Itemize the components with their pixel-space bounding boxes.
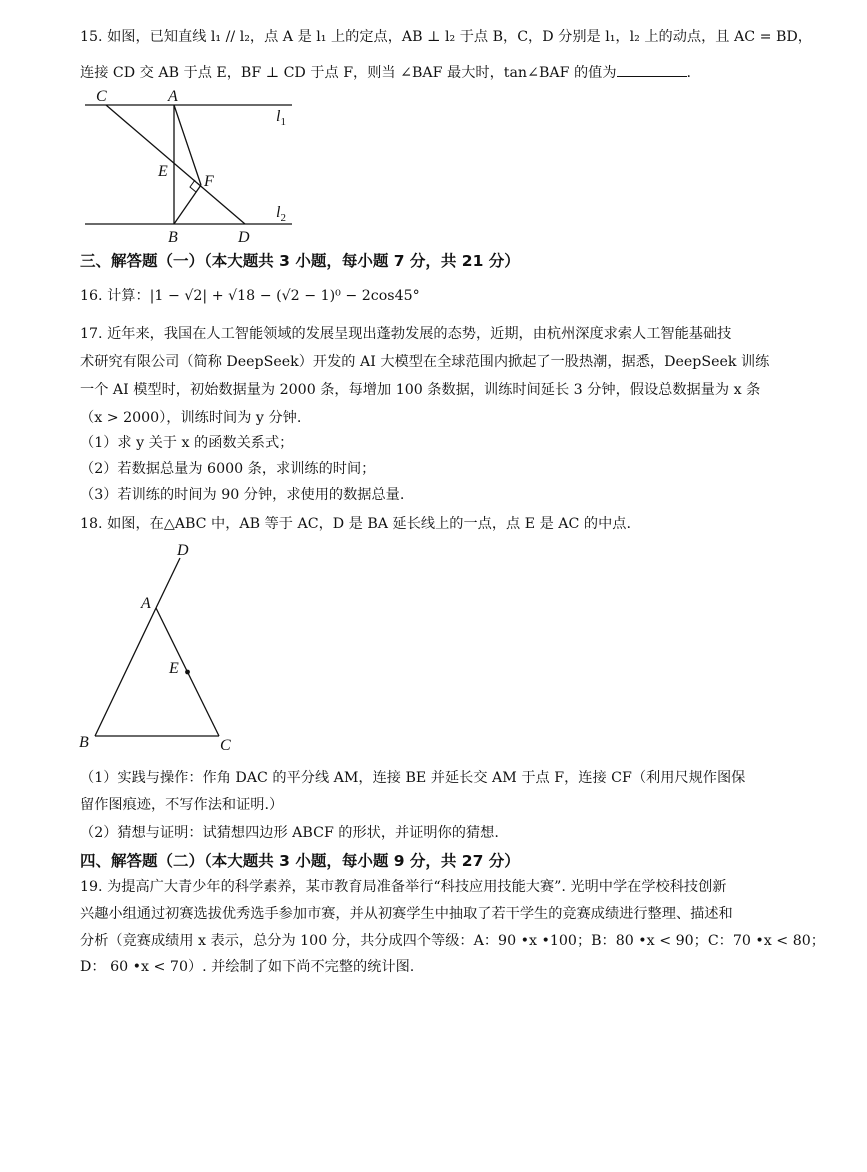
q18-sub2: （2）猜想与证明：试猜想四边形 ABCF 的形状，并证明你的猜想. bbox=[80, 825, 499, 841]
point-e bbox=[185, 670, 190, 675]
label-l2: $l_2$ bbox=[276, 204, 286, 224]
q15-figure bbox=[80, 84, 300, 244]
q19-line3: 分析（竞赛成绩用 x 表示，总分为 100 分，共分成四个等级：A：90 •x •100；B：80 •x < 90；C：70 •x < 80； bbox=[80, 933, 825, 949]
q17-line2: 术研究有限公司（简称 DeepSeek）开发的 AI 大模型在全球范围内掀起了一股热潮，据悉，DeepSeek 训练 bbox=[80, 354, 770, 370]
label-b: B bbox=[168, 229, 178, 244]
q19-line1: 19. 为提高广大青少年的科学素养，某市教育局准备举行“科技应用技能大赛”. 光明中学在学校科技创新 bbox=[80, 879, 727, 895]
label-l1: $l_1$ bbox=[276, 108, 286, 128]
segment-ab bbox=[95, 608, 156, 736]
q18-line1: 18. 如图，在△ABC 中，AB 等于 AC，D 是 BA 延长线上的一点，点 E 是 AC 的中点. bbox=[80, 516, 631, 532]
label-c: C bbox=[220, 737, 231, 754]
label-a: A bbox=[141, 595, 151, 612]
q17-line1: 17. 近年来，我国在人工智能领域的发展呈现出蓬勃发展的态势，近期，由杭州深度求索人工智能基础技 bbox=[80, 326, 732, 342]
segment-ad bbox=[156, 558, 180, 608]
label-e: E bbox=[158, 163, 168, 180]
segment-cd bbox=[106, 105, 245, 224]
segment-af bbox=[174, 105, 201, 185]
section-3-heading: 三、解答题（一）（本大题共 3 小题，每小题 7 分，共 21 分） bbox=[80, 252, 520, 270]
section-4-heading: 四、解答题（二）（本大题共 3 小题，每小题 9 分，共 27 分） bbox=[80, 852, 520, 870]
q19-line4: D： 60 •x < 70）. 并绘制了如下尚不完整的统计图. bbox=[80, 959, 415, 975]
q16-text: 16. 计算：|1 − √2| + √18 − (√2 − 1)⁰ − 2cos45° bbox=[80, 288, 420, 304]
q17-sub3: （3）若训练的时间为 90 分钟，求使用的数据总量. bbox=[80, 487, 405, 503]
q17-line3: 一个 AI 模型时，初始数据量为 2000 条，每增加 100 条数据，训练时间延长 3 分钟，假设总数据量为 x 条 bbox=[80, 382, 761, 398]
segment-bf bbox=[174, 185, 201, 224]
q15-line2-end: . bbox=[686, 65, 692, 81]
q17-line4: （x > 2000），训练时间为 y 分钟. bbox=[80, 410, 302, 426]
label-c: C bbox=[96, 88, 107, 105]
q17-sub2: （2）若数据总量为 6000 条，求训练的时间； bbox=[80, 461, 376, 477]
label-f: F bbox=[204, 173, 214, 190]
label-d: D bbox=[177, 542, 189, 559]
answer-blank bbox=[617, 62, 687, 77]
label-d: D bbox=[238, 229, 250, 244]
q15-line2-text: 连接 CD 交 AB 于点 E，BF ⊥ CD 于点 F，则当 ∠BAF 最大时，tan∠BAF 的值为 bbox=[80, 65, 617, 81]
q18-figure bbox=[75, 540, 245, 755]
label-a: A bbox=[168, 88, 178, 105]
q18-sub1-line1: （1）实践与操作：作角 DAC 的平分线 AM，连接 BE 并延长交 AM 于点 F，连接 CF（利用尺规作图保 bbox=[80, 770, 746, 786]
q15-line1: 15. 如图，已知直线 l₁ // l₂，点 A 是 l₁ 上的定点，AB ⊥ l₂ 于点 B，C，D 分别是 l₁，l₂ 上的动点，且 AC = BD， bbox=[80, 29, 812, 45]
q15-line2 bbox=[80, 62, 691, 83]
label-b: B bbox=[79, 734, 89, 751]
label-e: E bbox=[169, 660, 179, 677]
q19-line2: 兴趣小组通过初赛选拔优秀选手参加市赛，并从初赛学生中抽取了若干学生的竞赛成绩进行整理、描述和 bbox=[80, 906, 733, 922]
q18-sub1-line2: 留作图痕迹，不写作法和证明.） bbox=[80, 797, 284, 813]
q17-sub1: （1）求 y 关于 x 的函数关系式； bbox=[80, 435, 294, 451]
